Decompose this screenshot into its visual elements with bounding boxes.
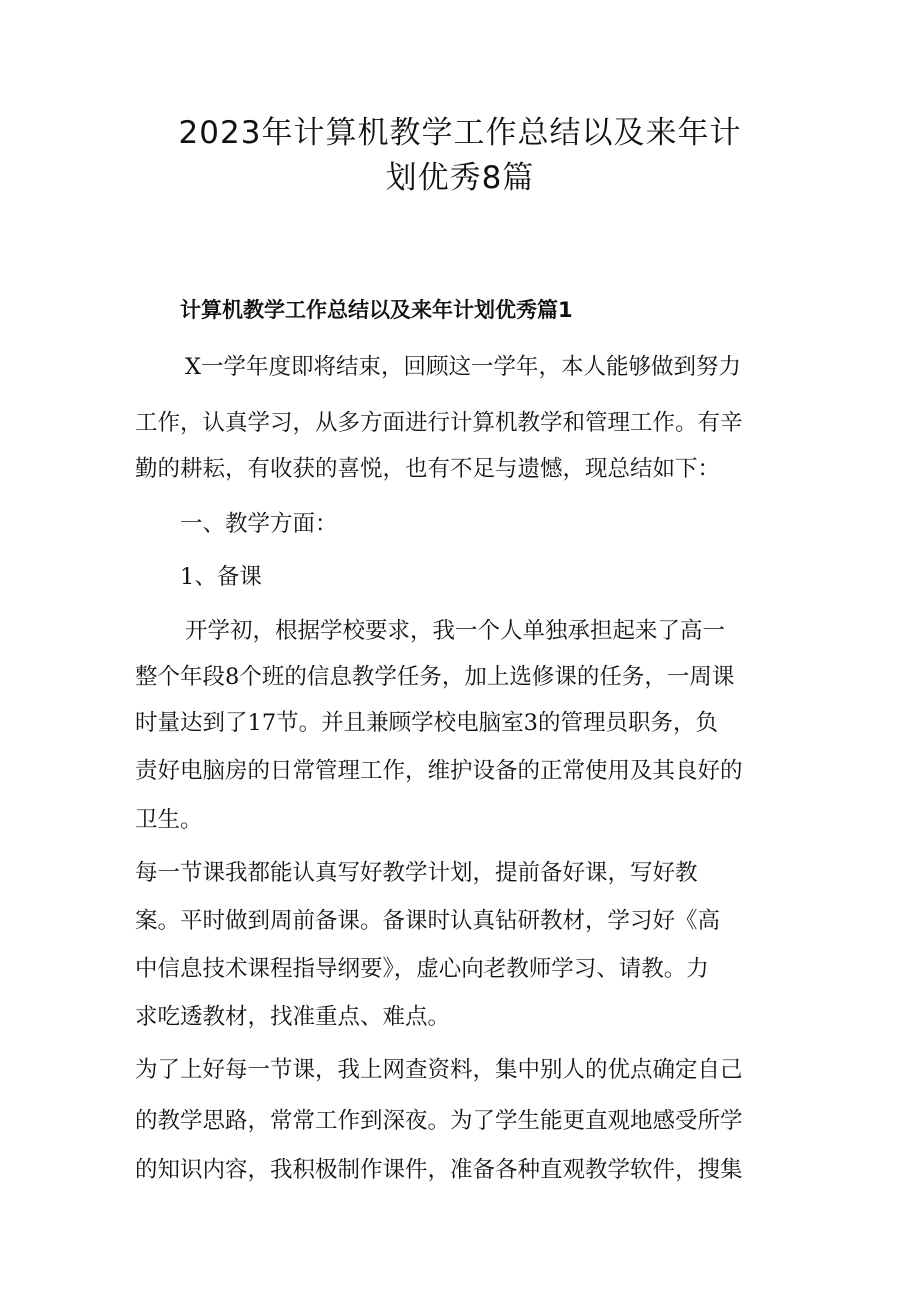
document-title-line-2: 划优秀8篇 bbox=[385, 160, 535, 196]
paragraph-line: 工作，认真学习，从多方面进行计算机教学和管理工作。有辛 bbox=[135, 410, 743, 436]
paragraph-line: 勤的耕耘，有收获的喜悦，也有不足与遗憾，现总结如下： bbox=[135, 456, 721, 482]
paragraph-line: 中信息技术课程指导纲要》，虚心向老教师学习、请教。力 bbox=[135, 956, 709, 982]
paragraph-line: 责好电脑房的日常管理工作，维护设备的正常使用及其良好的 bbox=[135, 758, 743, 784]
paragraph-line: 为了上好每一节课，我上网查资料，集中别人的优点确定自己 bbox=[135, 1057, 743, 1083]
subsection-subheading: 1、备课 bbox=[180, 564, 262, 590]
paragraph-line: 整个年段8个班的信息教学任务，加上选修课的任务，一周课 bbox=[135, 664, 735, 690]
document-title-line-1: 2023年计算机教学工作总结以及来年计 bbox=[178, 115, 742, 151]
paragraph-line: 卫生。 bbox=[135, 807, 203, 833]
paragraph-line: 时量达到了17节。并且兼顾学校电脑室3的管理员职务，负 bbox=[135, 710, 718, 736]
paragraph-line: 求吃透教材，找准重点、难点。 bbox=[135, 1004, 451, 1030]
paragraph-line: 案。平时做到周前备课。备课时认真钻研教材，学习好《高 bbox=[135, 908, 721, 934]
section-subheading: 一、教学方面： bbox=[180, 511, 338, 537]
paragraph-line: 每一节课我都能认真写好教学计划，提前备好课，写好教 bbox=[135, 860, 698, 886]
paragraph-line: 的教学思路，常常工作到深夜。为了学生能更直观地感受所学 bbox=[135, 1108, 743, 1134]
section-heading: 计算机教学工作总结以及来年计划优秀篇1 bbox=[180, 298, 573, 322]
paragraph-line: X一学年度即将结束，回顾这一学年，本人能够做到努力 bbox=[185, 354, 742, 380]
paragraph-line: 开学初，根据学校要求，我一个人单独承担起来了高一 bbox=[185, 618, 726, 644]
paragraph-line: 的知识内容，我积极制作课件，准备各种直观教学软件，搜集 bbox=[135, 1157, 743, 1183]
